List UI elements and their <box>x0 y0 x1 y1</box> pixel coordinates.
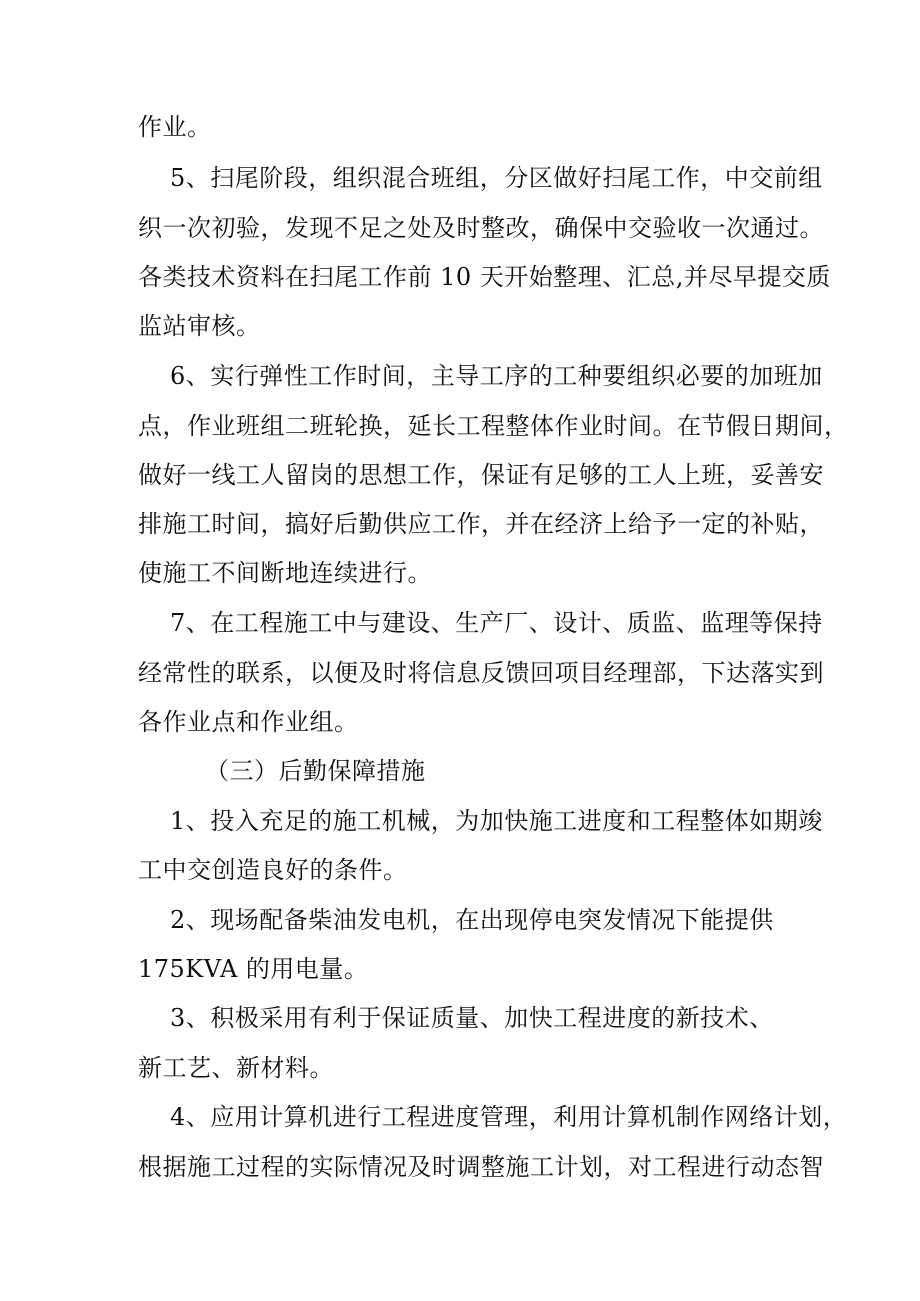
text-line: 点，作业班组二班轮换，延长工程整体作业时间。在节假日期间， <box>138 412 849 440</box>
text-line: 监站审核。 <box>138 312 261 340</box>
text-line: 7、在工程施工中与建设、生产厂、设计、质监、监理等保持 <box>170 609 823 637</box>
text-line: 使施工不间断地连续进行。 <box>138 559 432 587</box>
text-line: 做好一线工人留岗的思想工作，保证有足够的工人上班，妥善安 <box>138 461 824 489</box>
text-line: 各作业点和作业组。 <box>138 708 359 736</box>
text-line: 175KVA 的用电量。 <box>138 955 369 983</box>
text-line: 5、扫尾阶段，组织混合班组，分区做好扫尾工作，中交前组 <box>170 164 823 192</box>
text-line: 3、积极采用有利于保证质量、加快工程进度的新技术、 <box>170 1004 774 1032</box>
text-line: 作业。 <box>138 113 212 141</box>
text-line: 4、应用计算机进行工程进度管理，利用计算机制作网络计划， <box>170 1103 848 1131</box>
text-line: 织一次初验，发现不足之处及时整改，确保中交验收一次通过。 <box>138 214 824 242</box>
text-line: 排施工时间，搞好后勤供应工作，并在经济上给予一定的补贴， <box>138 510 824 538</box>
text-line: 工中交创造良好的条件。 <box>138 856 408 884</box>
section-heading: （三）后勤保障措施 <box>205 757 426 785</box>
text-line: 6、实行弹性工作时间，主导工序的工种要组织必要的加班加 <box>170 362 823 390</box>
text-line: 经常性的联系，以便及时将信息反馈回项目经理部，下达落实到 <box>138 659 824 687</box>
text-line: 1、投入充足的施工机械，为加快施工进度和工程整体如期竣 <box>170 807 823 835</box>
text-line: 2、现场配备柴油发电机，在出现停电突发情况下能提供 <box>170 906 774 934</box>
text-line: 各类技术资料在扫尾工作前 10 天开始整理、汇总,并尽早提交质 <box>138 263 831 291</box>
text-line: 新工艺、新材料。 <box>138 1054 334 1082</box>
text-line: 根据施工过程的实际情况及时调整施工计划，对工程进行动态智 <box>138 1153 824 1181</box>
